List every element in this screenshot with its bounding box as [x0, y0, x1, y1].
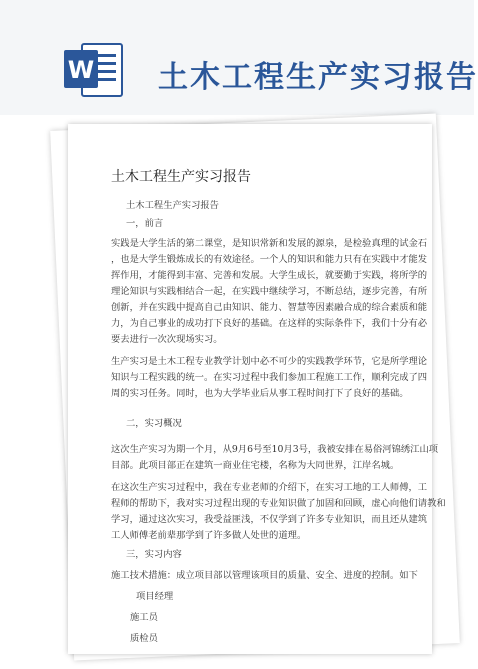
text-line: 程师的帮助下，我对实习过程出现的专业知识做了加固和回顾，虚心向他们请教和 [111, 498, 446, 509]
banner [0, 0, 478, 115]
list-item: 质检员 [130, 633, 158, 644]
paragraph-preface [111, 236, 428, 348]
section-heading-preface: 一，前言 [126, 218, 164, 229]
document-title: 土木工程生产实习报告 [111, 169, 251, 185]
text-line: 挥作用，才能得到丰富、完善和发展。大学生成长，就要勤于实践，将所学的 [111, 270, 428, 281]
banner-title: 土木工程生产实习报告 [158, 60, 478, 95]
text-line: 这次生产实习为期一个月，从9月6号至10月3号，我被安排在易俗河锦绣江山项 [111, 444, 439, 455]
document-subtitle: 土木工程生产实习报告 [126, 200, 219, 211]
word-icon-letter: W [67, 56, 95, 84]
text-line: 目部。此项目部正在建筑一商业住宅楼，名称为大同世界，江岸名城。 [111, 460, 400, 471]
paragraph-internship-purpose [111, 354, 428, 402]
text-line: 工人师傅老前辈那学到了许多做人处世的道理。 [111, 530, 307, 541]
paragraph-experience [111, 480, 446, 544]
paragraph-overview [111, 442, 439, 474]
text-line: 创新，并在实践中提高自己由知识、能力、智慧等因素融合成的综合素质和能 [111, 302, 428, 313]
list-item: 施工员 [130, 612, 158, 623]
text-line: 知识与工程实践的统一。在实习过程中我们参加工程施工工作，顺利完成了四 [111, 372, 428, 383]
section-heading-content: 三，实习内容 [126, 549, 182, 560]
section-heading-overview: 二，实习概况 [126, 418, 182, 429]
text-line: 要去进行一次次现场实习。 [111, 334, 223, 345]
text-line: 实践是大学生活的第二课堂，是知识常新和发展的源泉，是检验真理的试金石 [111, 238, 428, 249]
list-item: 项目经理 [136, 591, 174, 602]
text-line: 在这次生产实习过程中，我在专业老师的介绍下，在实习工地的工人师傅，工 [111, 482, 428, 493]
text-line: 力，为自己事业的成功打下良好的基础。在这样的实际条件下，我们十分有必 [111, 318, 428, 329]
text-line: ，也是大学生锻炼成长的有效途径。一个人的知识和能力只有在实践中才能发 [111, 254, 428, 265]
text-line: 理论知识与实践相结合一起，在实践中继续学习，不断总结，逐步完善，有所 [111, 286, 428, 297]
text-line: 施工技术措施：成立项目部以管理该项目的质量、安全、进度的控制。如下 [111, 570, 418, 581]
text-line: 生产实习是土木工程专业教学计划中必不可少的实践教学环节，它是所学理论 [111, 356, 428, 367]
word-document-icon [62, 38, 124, 100]
text-line: 周的实习任务。同时，也为大学毕业后从事工程时间打下了良好的基础。 [111, 388, 409, 399]
paragraph-measures [111, 568, 418, 584]
document-page [68, 124, 446, 654]
text-line: 学习，通过这次实习，我受益匪浅，不仅学到了许多专业知识，而且还从建筑 [111, 514, 428, 525]
